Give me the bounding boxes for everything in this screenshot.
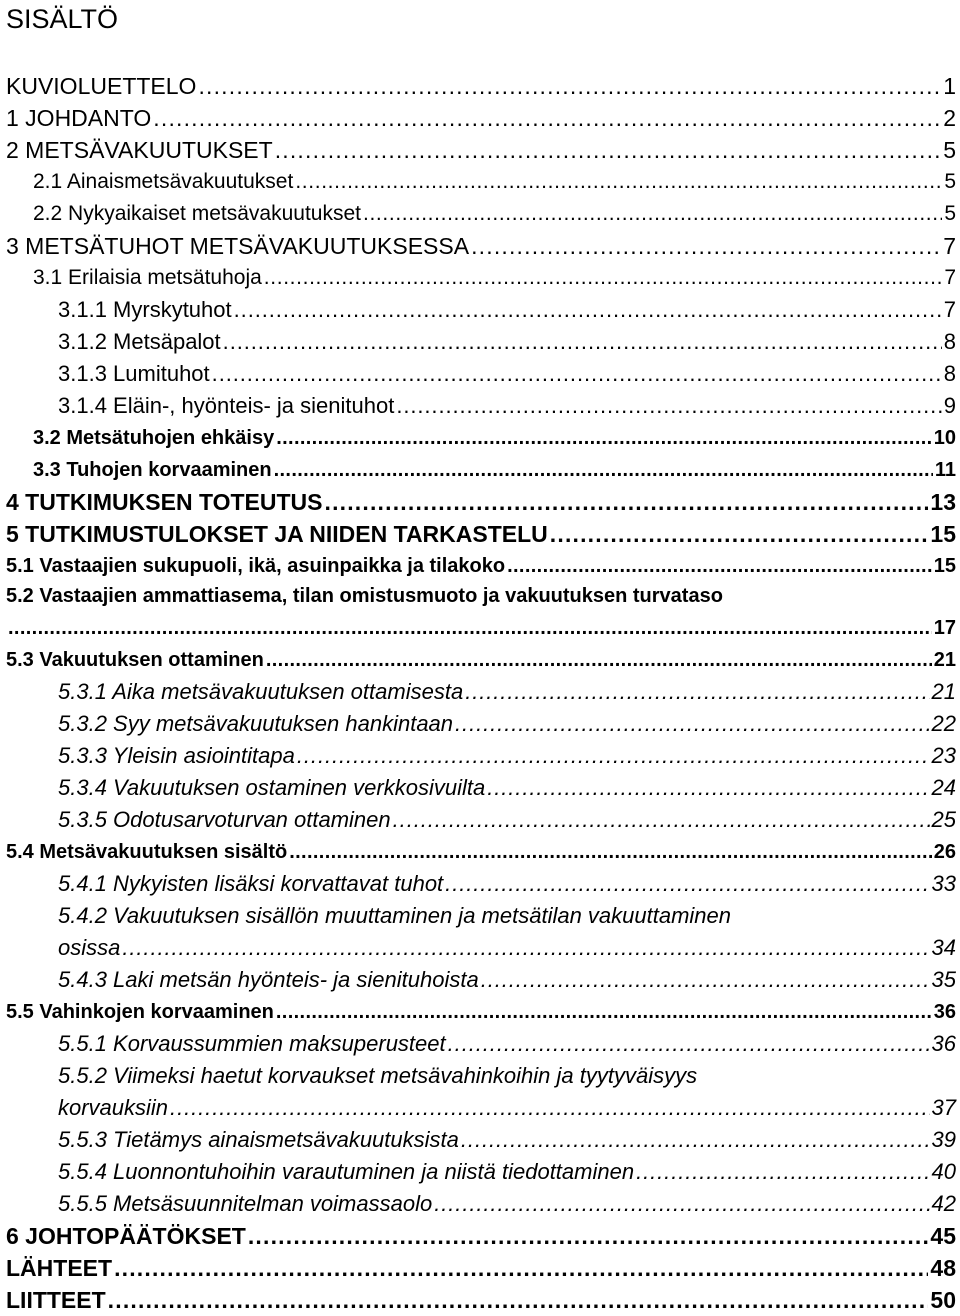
toc-entry[interactable] xyxy=(6,134,956,166)
toc-entry-page: 7 xyxy=(944,266,956,289)
toc-entry-label: 3.1.1 Myrskytuhot xyxy=(58,297,232,322)
toc-entry-label: 5.1 Vastaajien sukupuoli, ikä, asuinpaikka ja tilakoko xyxy=(6,555,506,577)
toc-entry[interactable] xyxy=(6,518,956,550)
toc-entry-page: 50 xyxy=(930,1287,956,1313)
toc-entry-page: 34 xyxy=(931,935,956,960)
toc-entry[interactable] xyxy=(58,358,956,390)
toc-entry-label: 5.3 Vakuutuksen ottaminen xyxy=(6,649,264,671)
toc-entry-page: 24 xyxy=(931,775,956,800)
toc-leader xyxy=(507,550,932,582)
toc-entry-label: 5.3.1 Aika metsävakuutuksen ottamisesta xyxy=(58,679,464,704)
toc-entry-page: 15 xyxy=(933,555,956,577)
toc-leader xyxy=(108,1284,929,1316)
toc-entry-label: 2.1 Ainaismetsävakuutukset xyxy=(33,170,294,193)
toc-leader xyxy=(471,230,941,262)
toc-entry[interactable] xyxy=(6,1252,956,1284)
toc-entry[interactable] xyxy=(58,1124,956,1156)
toc-leader xyxy=(153,102,941,134)
toc-entry-label: 5.3.5 Odotusarvoturvan ottaminen xyxy=(58,807,391,832)
toc-entry-page: 26 xyxy=(933,841,956,863)
toc-entry-label: korvauksiin xyxy=(58,1095,169,1120)
toc-entry-page: 8 xyxy=(943,329,956,354)
toc-leader xyxy=(122,932,929,964)
toc-entry-page: 5 xyxy=(943,137,956,163)
toc-leader xyxy=(276,996,932,1028)
toc-entry-label: 5.5 Vahinkojen korvaaminen xyxy=(6,1001,274,1023)
toc-leader xyxy=(289,836,932,868)
toc-entry-page: 1 xyxy=(943,73,956,99)
toc-leader xyxy=(434,1188,929,1220)
toc-entry[interactable] xyxy=(33,454,956,486)
toc-entry[interactable] xyxy=(58,1156,956,1188)
toc-leader xyxy=(114,1252,928,1284)
toc-entry[interactable] xyxy=(58,708,956,740)
toc-entry-label: 2.2 Nykyaikaiset metsävakuutukset xyxy=(33,202,361,225)
toc-entry[interactable] xyxy=(58,676,956,708)
toc-entry[interactable] xyxy=(6,612,956,644)
toc-entry-page: 42 xyxy=(931,1191,956,1216)
toc-entry-page: 35 xyxy=(931,967,956,992)
toc-leader xyxy=(393,804,930,836)
toc-leader xyxy=(363,198,942,230)
toc-entry[interactable] xyxy=(58,1028,956,1060)
toc-entry[interactable] xyxy=(6,230,956,262)
toc-entry[interactable] xyxy=(58,804,956,836)
page-title: SISÄLTÖ xyxy=(6,4,119,34)
toc-leader xyxy=(266,644,932,676)
toc-leader xyxy=(264,262,943,294)
toc-entry-label: 5.5.3 Tietämys ainaismetsävakuutuksista xyxy=(58,1127,459,1152)
toc-entry-label: osissa xyxy=(58,935,121,960)
toc-leader xyxy=(234,294,942,326)
toc-leader xyxy=(297,740,930,772)
toc-leader xyxy=(461,1124,930,1156)
toc-entry[interactable] xyxy=(58,964,956,996)
toc-leader xyxy=(223,326,942,358)
toc-entry-page: 5 xyxy=(944,202,956,225)
toc-entry[interactable] xyxy=(33,198,956,230)
toc-entry-page: 2 xyxy=(943,105,956,131)
toc-entry-page: 11 xyxy=(934,459,956,481)
toc-entry-label: 6 JOHTOPÄÄTÖKSET xyxy=(6,1223,246,1249)
toc-entry-page: 40 xyxy=(931,1159,956,1184)
toc-entry[interactable] xyxy=(6,550,956,582)
toc-entry-label: KUVIOLUETTELO xyxy=(6,73,197,99)
toc-entry-page: 48 xyxy=(930,1255,956,1281)
toc-entry-label: 3 METSÄTUHOT METSÄVAKUUTUKSESSA xyxy=(6,233,470,259)
toc-leader xyxy=(455,708,929,740)
toc-entry[interactable] xyxy=(58,294,956,326)
toc-leader xyxy=(8,612,932,644)
toc-entry-page: 33 xyxy=(931,871,956,896)
toc-entry-label-wrapped[interactable]: 5.4.2 Vakuutuksen sisällön muuttaminen ja metsätilan vakuuttaminen xyxy=(58,903,732,928)
toc-leader xyxy=(396,390,941,422)
toc-leader xyxy=(276,422,932,454)
toc-leader xyxy=(487,772,929,804)
toc-entry-label: 5.4.1 Nykyisten lisäksi korvattavat tuhot xyxy=(58,871,444,896)
toc-entry-label: 3.1 Erilaisia metsätuhoja xyxy=(33,266,262,289)
toc-entry-label: LIITTEET xyxy=(6,1287,106,1313)
toc-entry-label: 5.3.4 Vakuutuksen ostaminen verkkosivuilta xyxy=(58,775,486,800)
toc-entry-label: 5.3.3 Yleisin asiointitapa xyxy=(58,743,295,768)
toc-entry-page: 45 xyxy=(930,1223,956,1249)
toc-leader xyxy=(274,454,933,486)
toc-entry-label: 1 JOHDANTO xyxy=(6,105,152,131)
toc-entry-label: 3.1.2 Metsäpalot xyxy=(58,329,221,354)
toc-entry-label: 5.5.1 Korvaussummien maksuperusteet xyxy=(58,1031,446,1056)
toc-entry-page: 25 xyxy=(931,807,956,832)
toc-leader xyxy=(448,1028,930,1060)
toc-entry[interactable] xyxy=(58,1188,956,1220)
toc-entry-page: 5 xyxy=(944,170,956,193)
toc-entry-label: 3.1.4 Eläin-, hyönteis- ja sienituhot xyxy=(58,393,395,418)
toc-leader xyxy=(636,1156,929,1188)
toc-leader xyxy=(212,358,942,390)
toc-entry-label: 5.4 Metsävakuutuksen sisältö xyxy=(6,841,288,863)
toc-entry-page: 9 xyxy=(943,393,956,418)
toc-entry-page: 13 xyxy=(930,489,956,515)
toc-entry[interactable] xyxy=(6,996,956,1028)
toc-entry-label: 2 METSÄVAKUUTUKSET xyxy=(6,137,273,163)
toc-entry[interactable] xyxy=(6,486,956,518)
toc-entry-label: 3.3 Tuhojen korvaaminen xyxy=(33,459,272,481)
toc-entry-page: 21 xyxy=(931,679,956,704)
toc-entry[interactable] xyxy=(6,836,956,868)
toc-leader xyxy=(295,166,942,198)
toc-leader xyxy=(550,518,929,550)
toc-leader xyxy=(170,1092,929,1124)
toc-entry-label: 5.5.4 Luonnontuhoihin varautuminen ja niistä tiedottaminen xyxy=(58,1159,635,1184)
toc-entry-label: 3.1.3 Lumituhot xyxy=(58,361,210,386)
toc-entry-label: LÄHTEET xyxy=(6,1255,113,1281)
toc-entry-label: 5 TUTKIMUSTULOKSET JA NIIDEN TARKASTELU xyxy=(6,521,548,547)
toc-entry[interactable] xyxy=(58,932,956,964)
toc-leader xyxy=(248,1220,929,1252)
toc-entry-page: 23 xyxy=(931,743,956,768)
toc-entry[interactable] xyxy=(6,1220,956,1252)
toc-entry-page: 37 xyxy=(931,1095,956,1120)
toc-entry[interactable] xyxy=(58,772,956,804)
toc-leader xyxy=(275,134,942,166)
toc-leader xyxy=(445,868,929,900)
toc-entry-label-wrapped[interactable]: 5.2 Vastaajien ammattiasema, tilan omistusmuoto ja vakuutuksen turvataso xyxy=(6,585,723,607)
toc-entry-page: 10 xyxy=(933,427,956,449)
toc-entry-page: 36 xyxy=(933,1001,956,1023)
toc-leader xyxy=(324,486,928,518)
toc-entry-label-wrapped[interactable]: 5.5.2 Viimeksi haetut korvaukset metsävahinkoihin ja tyytyväisyys xyxy=(58,1063,698,1088)
toc-entry-page: 7 xyxy=(943,297,956,322)
toc-entry-page: 22 xyxy=(931,711,956,736)
toc-entry-label: 5.3.2 Syy metsävakuutuksen hankintaan xyxy=(58,711,454,736)
toc-leader xyxy=(198,70,941,102)
toc-entry[interactable] xyxy=(58,868,956,900)
toc-entry-label: 4 TUTKIMUKSEN TOTEUTUS xyxy=(6,489,323,515)
toc-entry[interactable] xyxy=(6,70,956,102)
toc-entry[interactable] xyxy=(58,740,956,772)
toc-leader xyxy=(465,676,929,708)
toc-entry[interactable] xyxy=(33,422,956,454)
toc-entry[interactable] xyxy=(58,326,956,358)
toc-entry[interactable] xyxy=(33,262,956,294)
toc-entry-label: 3.2 Metsätuhojen ehkäisy xyxy=(33,427,275,449)
toc-entry-label: 5.4.3 Laki metsän hyönteis- ja sienituhoista xyxy=(58,967,479,992)
toc-entry-page: 8 xyxy=(943,361,956,386)
toc-entry[interactable] xyxy=(6,644,956,676)
toc-leader xyxy=(481,964,930,996)
toc-entry[interactable] xyxy=(58,1092,956,1124)
toc-entry-page: 39 xyxy=(931,1127,956,1152)
toc-entry-page: 17 xyxy=(933,617,956,639)
toc-entry[interactable] xyxy=(58,390,956,422)
toc-entry[interactable] xyxy=(6,102,956,134)
toc-entry-page: 7 xyxy=(943,233,956,259)
toc-entry-label: 5.5.5 Metsäsuunnitelman voimassaolo xyxy=(58,1191,433,1216)
toc-entry-page: 36 xyxy=(931,1031,956,1056)
toc-entry[interactable] xyxy=(6,1284,956,1316)
toc-entry-page: 15 xyxy=(930,521,956,547)
toc-entry-page: 21 xyxy=(933,649,956,671)
toc-entry[interactable] xyxy=(33,166,956,198)
